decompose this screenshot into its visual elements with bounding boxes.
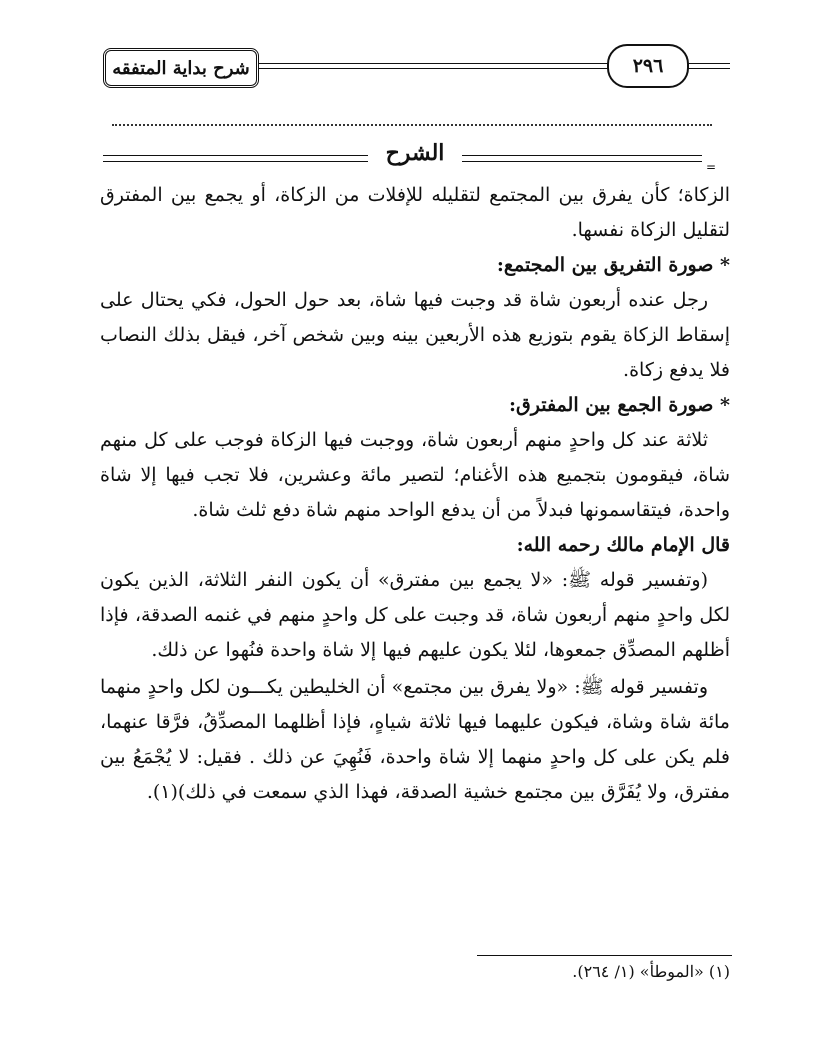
continuation-mark: = [706,160,717,174]
subheading: * صورة التفريق بين المجتمع: [496,254,730,276]
footnote: (١) «الموطأ» (١/ ٢٦٤). [572,962,730,981]
paragraph: الزكاة؛ كأن يفرق بين المجتمع لتقليله للإفلات من الزكاة، أو يجمع بين المفترق لتقليل الزكاة نفسها. [100,184,730,241]
paragraph: ثلاثة عند كل واحدٍ منهم أربعون شاة، ووجبت فيها الزكاة فوجب على كل منهم شاة، فيقومون بتجميع هذه الأغنام؛ لتصير مائة وعشرين، فلا تجب فيها إلا شاة واحدة، فيتقاسمونها فبدلاً من أن يدفع الواحد منهم شاة دفع ثلث شاة. [100,429,730,521]
page-number: ٢٩٦ [607,44,689,88]
paragraph: وتفسير قوله ﷺ: «ولا يفرق بين مجتمع» أن الخليطين يكـــون لكل واحدٍ منهما مائة شاة وشاة، فيكون عليهما فيها ثلاثة شياهٍ، فإذا أظلهما المصدِّقُ، فرَّقا عنهما، فلم يكن على كل واحدٍ منهما إلا شاة واحدة، فَنُهِيَ عن ذلك . فقيل: لا يُجْمَعُ بين مفترق، ولا يُفَرَّق بين مجتمع خشية الصدقة، فهذا الذي سمعت في ذلك)(١). [100,676,730,803]
paragraph: رجل عنده أربعون شاة قد وجبت فيها شاة، بعد حول الحول، فكي يحتال على إسقاط الزكاة يقوم بتوزيع هذه الأربعين بينه وبين شخص آخر، فيقل بذلك النصاب فلا يدفع زكاة. [100,289,730,381]
heading-rule-left [103,155,368,162]
subheading: * صورة الجمع بين المفترق: [508,394,730,416]
dotted-divider [112,124,712,126]
body-text [100,178,730,810]
paragraph: (وتفسير قوله ﷺ: «لا يجمع بين مفترق» أن يكون النفر الثلاثة، الذين يكون لكل واحدٍ منهم أربعون شاة، قد وجبت على كل واحدٍ منهم في غنمه الصدقة، فإذا أظلهم المصدِّق جمعوها، لئلا يكون عليهم فيها إلا شاة واحدة فنُهوا عن ذلك. [100,569,730,661]
heading-rule-right [462,155,702,162]
subheading: قال الإمام مالك رحمه الله: [516,534,730,556]
book-title: شرح بداية المتفقه [103,48,259,88]
section-heading: الشرح [385,140,445,166]
footnote-divider [477,955,732,956]
